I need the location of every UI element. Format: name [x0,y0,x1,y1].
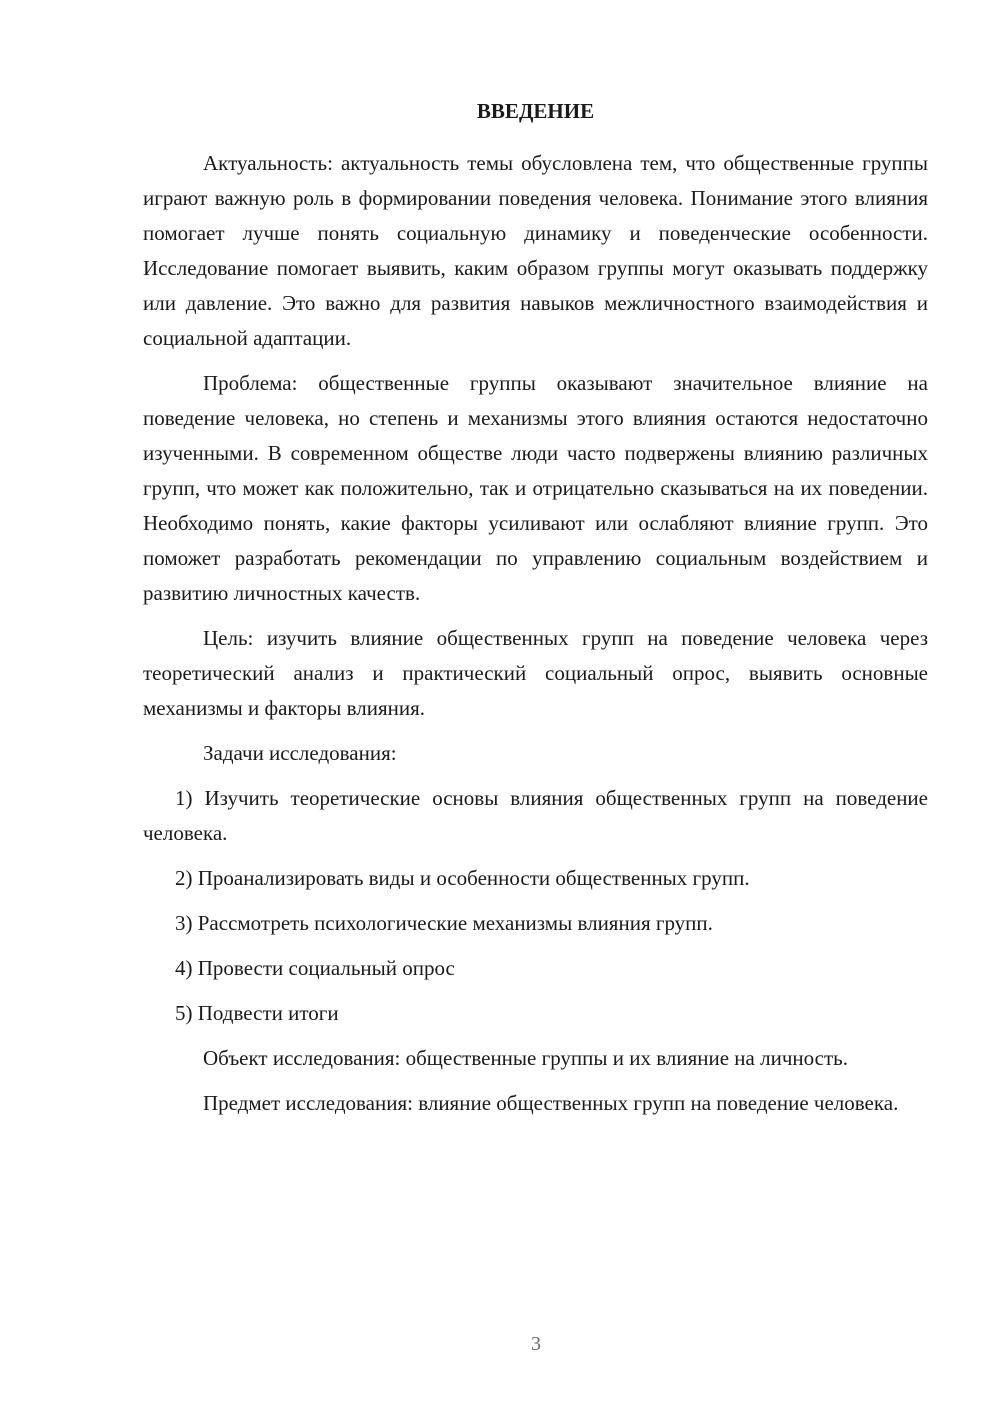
task-item-1: 1) Изучить теоретические основы влияния общественных групп на поведение человека. [143,786,928,845]
tasks-title: Задачи исследования: [203,741,397,765]
task-item-3: 3) Рассмотреть психологические механизмы влияния групп. [175,911,713,935]
relevance-paragraph: Актуальность: актуальность темы обусловлена тем, что общественные группы играют важную роль в формировании поведения человека. Понимание этого влияния помогает лучше понять социальную динамику и поведенческие особенности. Исследование помогает выявить, каким образом группы могут оказывать поддержку или давление. Это важно для развития навыков межличностного взаимодействия и социальной адаптации. [143,151,928,350]
subject-paragraph: Предмет исследования: влияние общественных групп на поведение человека. [203,1091,899,1115]
page-content [143,96,928,1131]
goal-paragraph: Цель: изучить влияние общественных групп на поведение человека через теоретический анализ и практический социальный опрос, выявить основные механизмы и факторы влияния. [143,626,928,720]
page-heading: ВВЕДЕНИЕ [476,99,595,123]
task-item-5: 5) Подвести итоги [175,1001,339,1025]
object-paragraph: Объект исследования: общественные группы и их влияние на личность. [203,1046,848,1070]
task-item-2: 2) Проанализировать виды и особенности общественных групп. [175,866,750,890]
problem-paragraph: Проблема: общественные группы оказывают значительное влияние на поведение человека, но степень и механизмы этого влияния остаются недостаточно изученными. В современном обществе люди часто подвержены влиянию различных групп, что может как положительно, так и отрицательно сказываться на их поведении. Необходимо понять, какие факторы усиливают или ослабляют влияние групп. Это поможет разработать рекомендации по управлению социальным воздействием и развитию личностных качеств. [143,371,928,605]
task-item-4: 4) Провести социальный опрос [175,956,455,980]
tasks-list [143,781,928,1031]
page-number: 3 [531,1333,541,1355]
